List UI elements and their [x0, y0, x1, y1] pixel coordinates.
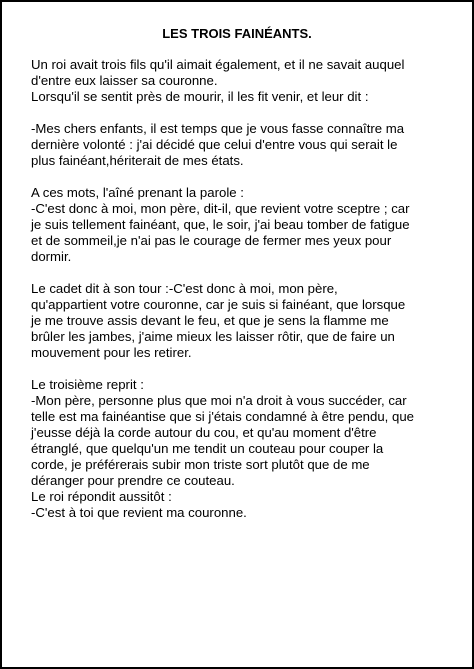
text-line: corde, je préférerais subir mon triste sort plutôt que de me	[31, 457, 370, 472]
paragraph-middle-son	[31, 281, 463, 361]
text-line: mouvement pour les retirer.	[31, 345, 192, 360]
paragraph-spacer	[31, 105, 463, 121]
text-line: brûler les jambes, j'aime mieux les laisser rôtir, que de faire un	[31, 329, 395, 344]
text-line: déranger pour prendre ce couteau.	[31, 473, 235, 488]
text-line: Un roi avait trois fils qu'il aimait également, et il ne savait auquel	[31, 57, 405, 72]
text-line: je me trouve assis devant le feu, et que je sens la flamme me	[31, 313, 389, 328]
paragraph-king-speech	[31, 121, 463, 169]
paragraph-spacer	[31, 169, 463, 185]
text-line: étranglé, que quelqu'un me tendit un couteau pour couper la	[31, 441, 384, 456]
paragraph-spacer	[31, 265, 463, 281]
text-line: et de sommeil,je n'ai pas le courage de fermer mes yeux pour	[31, 233, 392, 248]
text-line: -C'est à toi que revient ma couronne.	[31, 505, 247, 520]
text-line: dernière volonté : j'ai décidé que celui d'entre vous qui serait le	[31, 137, 398, 152]
text-line: d'entre eux laisser sa couronne.	[31, 73, 218, 88]
paragraph-eldest-son	[31, 185, 463, 265]
text-line: Le roi répondit aussitôt :	[31, 489, 172, 504]
document-body	[31, 57, 463, 521]
text-line: -Mon père, personne plus que moi n'a droit à vous succéder, car	[31, 393, 407, 408]
text-line: -C'est donc à moi, mon père, dit-il, que revient votre sceptre ; car	[31, 201, 410, 216]
paragraph-king-intro	[31, 57, 463, 105]
text-line: -Mes chers enfants, il est temps que je vous fasse connaître ma	[31, 121, 405, 136]
text-line: qu'appartient votre couronne, car je suis si fainéant, que lorsque	[31, 297, 406, 312]
text-line: Lorsqu'il se sentit près de mourir, il les fit venir, et leur dit :	[31, 89, 369, 104]
paragraph-third-son	[31, 377, 463, 521]
text-line: je suis tellement fainéant, que, le soir, j'ai beau tomber de fatigue	[31, 217, 410, 232]
text-line: telle est ma fainéantise que si j'étais condamné à être pendu, que	[31, 409, 415, 424]
text-line: Le cadet dit à son tour :-C'est donc à moi, mon père,	[31, 281, 338, 296]
text-line: plus fainéant,hériterait de mes états.	[31, 153, 244, 168]
text-line: dormir.	[31, 249, 72, 264]
paragraph-spacer	[31, 361, 463, 377]
document-title: LES TROIS FAINÉANTS.	[162, 26, 312, 41]
text-line: j'eusse déjà la corde autour du cou, et qu'au moment d'être	[31, 425, 377, 440]
text-line: A ces mots, l'aîné prenant la parole :	[31, 185, 244, 200]
text-line: Le troisième reprit :	[31, 377, 144, 392]
